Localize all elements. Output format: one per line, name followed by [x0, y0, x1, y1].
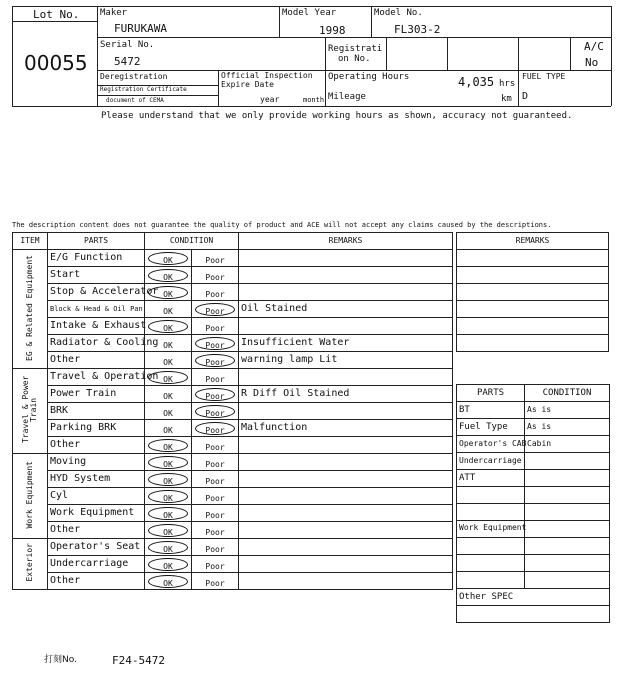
poor-label: Poor	[205, 545, 225, 554]
ok-cell[interactable]	[145, 539, 192, 556]
poor-label: Poor	[205, 426, 225, 435]
ok-cell[interactable]	[145, 369, 192, 386]
remark	[239, 573, 453, 590]
poor-cell[interactable]	[192, 505, 239, 522]
poor-cell[interactable]	[192, 573, 239, 590]
part-name: Other	[48, 437, 145, 454]
poor-label: Poor	[205, 392, 225, 401]
poor-cell[interactable]	[192, 454, 239, 471]
poor-label: Poor	[205, 307, 225, 316]
ok-cell[interactable]	[145, 471, 192, 488]
remark: Malfunction	[239, 420, 453, 437]
table-row	[13, 267, 453, 284]
part-name: Other	[48, 352, 145, 369]
right-parts-empty	[457, 572, 525, 589]
group-label: Work Equipment	[25, 460, 34, 529]
remark: Insufficient Water	[239, 335, 453, 352]
remark	[239, 505, 453, 522]
right-remarks-row	[457, 301, 609, 318]
poor-cell[interactable]	[192, 318, 239, 335]
poor-cell[interactable]	[192, 335, 239, 352]
selected-circle-mark	[195, 354, 235, 367]
ok-cell[interactable]	[145, 437, 192, 454]
selected-circle-mark	[148, 473, 188, 486]
ok-cell[interactable]	[145, 335, 192, 352]
poor-label: Poor	[205, 511, 225, 520]
ok-cell[interactable]	[145, 454, 192, 471]
ok-cell[interactable]	[145, 284, 192, 301]
ok-cell[interactable]	[145, 573, 192, 590]
poor-label: Poor	[205, 562, 225, 571]
ok-label: OK	[163, 443, 173, 452]
right-condition-empty	[525, 521, 610, 538]
part-name: Radiator & Cooling	[48, 335, 145, 352]
ok-label: OK	[163, 256, 173, 265]
right-part-condition	[525, 453, 610, 470]
right-condition-empty	[525, 504, 610, 521]
poor-label: Poor	[205, 409, 225, 418]
remark	[239, 437, 453, 454]
ok-cell[interactable]	[145, 522, 192, 539]
deregistration-label: Deregistration	[100, 72, 168, 81]
table-row	[13, 335, 453, 352]
poor-label: Poor	[205, 443, 225, 452]
table-row	[13, 454, 453, 471]
operating-hours-value: 4,035	[458, 75, 495, 89]
poor-cell[interactable]	[192, 386, 239, 403]
poor-cell[interactable]	[192, 403, 239, 420]
part-name: Intake & Exhaust	[48, 318, 145, 335]
model-year-label: Model Year	[282, 8, 337, 18]
table-row	[13, 573, 453, 590]
right-part-name: BT	[457, 402, 525, 419]
selected-circle-mark	[148, 541, 188, 554]
year-label: year	[260, 95, 280, 104]
right-part-condition: As is	[525, 419, 610, 436]
poor-cell[interactable]	[192, 437, 239, 454]
table-row	[13, 352, 453, 369]
poor-label: Poor	[205, 324, 225, 333]
right-remarks-row	[457, 250, 609, 267]
remark	[239, 556, 453, 573]
selected-circle-mark	[148, 575, 188, 588]
table-row	[13, 420, 453, 437]
right-parts-empty	[457, 538, 525, 555]
poor-label: Poor	[205, 358, 225, 367]
poor-label: Poor	[205, 460, 225, 469]
group-label: EG & Related Equipment	[25, 254, 34, 361]
condition-table	[12, 232, 453, 590]
poor-label: Poor	[205, 579, 225, 588]
part-name: Other	[48, 573, 145, 590]
remark	[239, 318, 453, 335]
poor-label: Poor	[205, 528, 225, 537]
table-row	[13, 284, 453, 301]
ok-cell[interactable]	[145, 318, 192, 335]
right-part-name: ATT	[457, 470, 525, 487]
right-part-name: Operator's CAB	[457, 436, 525, 453]
poor-label: Poor	[205, 256, 225, 265]
remark	[239, 488, 453, 505]
ok-label: OK	[163, 324, 173, 333]
ac-label: A/C	[584, 40, 604, 53]
ok-cell[interactable]	[145, 250, 192, 267]
other-spec-label: Other SPEC	[457, 589, 610, 606]
poor-cell[interactable]	[192, 352, 239, 369]
lot-label: Lot No.	[33, 8, 80, 21]
selected-circle-mark	[148, 524, 188, 537]
header-condition: CONDITION	[145, 233, 239, 250]
right-parts-empty	[457, 555, 525, 572]
poor-label: Poor	[205, 290, 225, 299]
selected-circle-mark	[148, 439, 188, 452]
table-row	[13, 318, 453, 335]
part-name: Block & Head & Oil Pan	[48, 301, 145, 318]
lot-number: 00055	[24, 51, 88, 75]
part-name: Moving	[48, 454, 145, 471]
other-spec-row	[457, 606, 610, 623]
part-name: BRK	[48, 403, 145, 420]
maker-value: FURUKAWA	[114, 22, 167, 35]
poor-label: Poor	[205, 477, 225, 486]
right-parts-table	[456, 384, 610, 623]
remark	[239, 522, 453, 539]
right-condition-header: CONDITION	[525, 385, 610, 402]
selected-circle-mark	[195, 303, 235, 316]
table-row	[13, 301, 453, 318]
right-parts-empty	[457, 487, 525, 504]
disclaimer: The description content does not guarantee the quality of product and ACE will not accept any claims caused by the descriptions.	[12, 221, 552, 229]
poor-cell[interactable]	[192, 301, 239, 318]
ok-cell[interactable]	[145, 420, 192, 437]
ok-cell[interactable]	[145, 386, 192, 403]
model-year-value: 1998	[319, 24, 346, 37]
right-parts-header: PARTS	[457, 385, 525, 402]
cema-label: document of CEMA	[106, 97, 164, 104]
right-part-condition: Cabin	[525, 436, 610, 453]
selected-circle-mark	[195, 405, 235, 418]
ok-label: OK	[163, 307, 173, 316]
table-row	[13, 522, 453, 539]
right-condition-empty	[525, 538, 610, 555]
model-no-value: FL303-2	[394, 23, 441, 36]
right-condition-empty	[525, 572, 610, 589]
registration-label-2: on No.	[338, 54, 371, 64]
poor-cell[interactable]	[192, 488, 239, 505]
remark	[239, 284, 453, 301]
ok-cell[interactable]	[145, 352, 192, 369]
poor-cell[interactable]	[192, 369, 239, 386]
registration-certificate-label: Registration Certificate	[100, 86, 187, 93]
group-label-cell	[13, 369, 48, 454]
remark	[239, 250, 453, 267]
work-equipment-label: Work Equipment	[457, 521, 525, 538]
mileage-label: Mileage	[328, 92, 366, 102]
table-row	[13, 539, 453, 556]
poor-label: Poor	[205, 494, 225, 503]
remark: Oil Stained	[239, 301, 453, 318]
selected-circle-mark	[148, 269, 188, 282]
ok-label: OK	[163, 290, 173, 299]
stamp-number: F24-5472	[112, 654, 165, 667]
ok-cell[interactable]	[145, 267, 192, 284]
table-row	[13, 403, 453, 420]
stamp-label: 打刻No.	[44, 655, 77, 665]
part-name: Stop & Accelerator	[48, 284, 145, 301]
serial-label: Serial No.	[100, 40, 155, 50]
remark	[239, 403, 453, 420]
table-row	[13, 386, 453, 403]
selected-circle-mark	[148, 371, 188, 384]
ok-label: OK	[163, 341, 173, 350]
ok-label: OK	[163, 494, 173, 503]
selected-circle-mark	[195, 337, 235, 350]
selected-circle-mark	[148, 286, 188, 299]
right-remarks-row	[457, 267, 609, 284]
km-label: km	[501, 94, 512, 104]
right-remarks-row	[457, 284, 609, 301]
part-name: Other	[48, 522, 145, 539]
poor-cell[interactable]	[192, 284, 239, 301]
inspection-label-1: Official Inspection	[221, 71, 313, 80]
selected-circle-mark	[195, 388, 235, 401]
ok-label: OK	[163, 409, 173, 418]
right-parts-row	[457, 419, 610, 436]
ok-label: OK	[163, 528, 173, 537]
part-name: Operator's Seat	[48, 539, 145, 556]
right-parts-row	[457, 453, 610, 470]
fuel-type-label: FUEL TYPE	[522, 72, 566, 81]
maker-label: Maker	[100, 8, 128, 18]
table-row	[13, 471, 453, 488]
poor-cell[interactable]	[192, 556, 239, 573]
ok-label: OK	[163, 273, 173, 282]
ok-label: OK	[163, 511, 173, 520]
right-part-name: Undercarriage	[457, 453, 525, 470]
selected-circle-mark	[148, 490, 188, 503]
ok-cell[interactable]	[145, 505, 192, 522]
ok-cell[interactable]	[145, 403, 192, 420]
remark	[239, 539, 453, 556]
ok-label: OK	[163, 375, 173, 384]
ok-label: OK	[163, 579, 173, 588]
right-parts-row	[457, 436, 610, 453]
selected-circle-mark	[148, 456, 188, 469]
remark	[239, 267, 453, 284]
right-part-condition: As is	[525, 402, 610, 419]
part-name: E/G Function	[48, 250, 145, 267]
part-name: Cyl	[48, 488, 145, 505]
right-remarks-row	[457, 318, 609, 335]
ok-cell[interactable]	[145, 301, 192, 318]
poor-label: Poor	[205, 341, 225, 350]
selected-circle-mark	[148, 507, 188, 520]
poor-cell[interactable]	[192, 471, 239, 488]
right-part-name: Fuel Type	[457, 419, 525, 436]
remark: warning lamp Lit	[239, 352, 453, 369]
right-parts-row	[457, 402, 610, 419]
table-row	[13, 250, 453, 267]
table-row	[13, 437, 453, 454]
model-no-label: Model No.	[374, 8, 423, 18]
header-item: ITEM	[13, 233, 48, 250]
table-row	[13, 488, 453, 505]
ok-label: OK	[163, 460, 173, 469]
remark	[239, 369, 453, 386]
ok-label: OK	[163, 477, 173, 486]
header-parts: PARTS	[48, 233, 145, 250]
month-label: month	[303, 96, 325, 104]
group-label-cell	[13, 539, 48, 590]
poor-cell[interactable]	[192, 250, 239, 267]
ok-label: OK	[163, 426, 173, 435]
poor-cell[interactable]	[192, 420, 239, 437]
poor-cell[interactable]	[192, 522, 239, 539]
ok-label: OK	[163, 545, 173, 554]
selected-circle-mark	[148, 558, 188, 571]
part-name: Undercarriage	[48, 556, 145, 573]
poor-label: Poor	[205, 375, 225, 384]
part-name: Start	[48, 267, 145, 284]
group-label: Travel & Power Train	[21, 375, 38, 444]
group-label-cell	[13, 454, 48, 539]
ok-label: OK	[163, 562, 173, 571]
table-row	[13, 556, 453, 573]
right-condition-empty	[525, 487, 610, 504]
table-row	[13, 505, 453, 522]
selected-circle-mark	[148, 252, 188, 265]
remark	[239, 454, 453, 471]
right-remarks-header: REMARKS	[457, 233, 609, 250]
registration-label-1: Registrati	[328, 44, 383, 54]
right-remarks-table	[456, 232, 609, 352]
selected-circle-mark	[148, 320, 188, 333]
right-parts-empty	[457, 504, 525, 521]
ac-value: No	[585, 56, 599, 69]
part-name: Power Train	[48, 386, 145, 403]
right-parts-row	[457, 470, 610, 487]
part-name: HYD System	[48, 471, 145, 488]
part-name: Travel & Operation	[48, 369, 145, 386]
right-condition-empty	[525, 555, 610, 572]
poor-label: Poor	[205, 273, 225, 282]
remark	[239, 471, 453, 488]
operating-hours-label: Operating Hours	[328, 72, 410, 82]
ok-cell[interactable]	[145, 556, 192, 573]
hrs-label: hrs	[499, 79, 516, 89]
header-remarks: REMARKS	[239, 233, 453, 250]
fuel-type-value: D	[522, 91, 529, 102]
inspection-label-2: Expire Date	[221, 80, 274, 89]
serial-value: 5472	[114, 55, 141, 68]
right-part-condition	[525, 470, 610, 487]
part-name: Work Equipment	[48, 505, 145, 522]
group-label-cell	[13, 250, 48, 369]
poor-cell[interactable]	[192, 539, 239, 556]
group-label: Exterior	[25, 543, 34, 582]
table-row	[13, 369, 453, 386]
ok-label: OK	[163, 392, 173, 401]
poor-cell[interactable]	[192, 267, 239, 284]
remark: R Diff Oil Stained	[239, 386, 453, 403]
selected-circle-mark	[195, 422, 235, 435]
part-name: Parking BRK	[48, 420, 145, 437]
ok-cell[interactable]	[145, 488, 192, 505]
hours-notice: Please understand that we only provide working hours as shown, accuracy not guaranteed.	[101, 111, 573, 121]
right-remarks-row	[457, 335, 609, 352]
ok-label: OK	[163, 358, 173, 367]
